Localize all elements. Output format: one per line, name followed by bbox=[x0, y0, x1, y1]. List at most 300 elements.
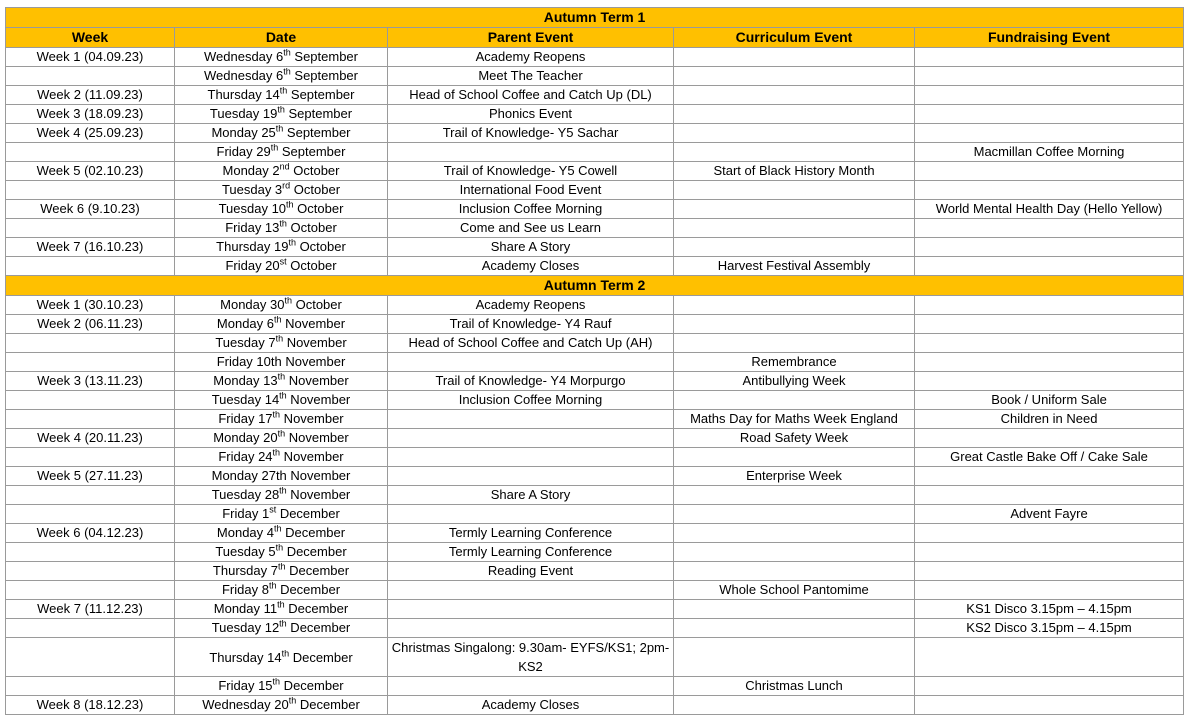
date-cell bbox=[175, 467, 388, 486]
date-cell bbox=[175, 391, 388, 410]
date-main: Wednesday 6 bbox=[204, 68, 284, 83]
week-cell: Week 3 (13.11.23) bbox=[6, 372, 175, 391]
date-cell bbox=[175, 505, 388, 524]
curriculum-event-cell: Start of Black History Month bbox=[674, 162, 915, 181]
parent-event-cell: Inclusion Coffee Morning bbox=[388, 391, 674, 410]
table-row bbox=[6, 581, 1184, 600]
parent-event-cell bbox=[388, 619, 674, 638]
curriculum-event-cell bbox=[674, 143, 915, 162]
fundraising-event-cell bbox=[915, 467, 1184, 486]
date-month: December bbox=[283, 544, 347, 559]
date-cell bbox=[175, 372, 388, 391]
table-row bbox=[6, 124, 1184, 143]
fundraising-event-cell bbox=[915, 105, 1184, 124]
fundraising-event-cell bbox=[915, 238, 1184, 257]
date-month: October bbox=[291, 297, 342, 312]
date-cell bbox=[175, 410, 388, 429]
curriculum-event-cell bbox=[674, 619, 915, 638]
parent-event-cell bbox=[388, 429, 674, 448]
date-month: October bbox=[286, 220, 337, 235]
week-cell bbox=[6, 391, 175, 410]
curriculum-event-cell bbox=[674, 238, 915, 257]
fundraising-event-cell bbox=[915, 429, 1184, 448]
week-cell: Week 2 (06.11.23) bbox=[6, 315, 175, 334]
fundraising-event-cell bbox=[915, 524, 1184, 543]
date-cell bbox=[175, 524, 388, 543]
parent-event-cell: Meet The Teacher bbox=[388, 67, 674, 86]
table-row bbox=[6, 696, 1184, 715]
fundraising-event-cell bbox=[915, 315, 1184, 334]
date-cell bbox=[175, 581, 388, 600]
column-header-row bbox=[6, 28, 1184, 48]
date-suffix: th bbox=[268, 580, 277, 591]
date-main: Monday 30 bbox=[220, 297, 285, 312]
parent-event-cell: Inclusion Coffee Morning bbox=[388, 200, 674, 219]
curriculum-event-cell bbox=[674, 448, 915, 467]
week-cell bbox=[6, 581, 175, 600]
week-cell bbox=[6, 67, 175, 86]
fundraising-event-cell bbox=[915, 372, 1184, 391]
table-row bbox=[6, 181, 1184, 200]
parent-event-cell: Termly Learning Conference bbox=[388, 524, 674, 543]
curriculum-event-cell: Whole School Pantomime bbox=[674, 581, 915, 600]
header-parent: Parent Event bbox=[388, 28, 674, 48]
fundraising-event-cell bbox=[915, 638, 1184, 677]
curriculum-event-cell bbox=[674, 391, 915, 410]
table-row bbox=[6, 448, 1184, 467]
table-row bbox=[6, 200, 1184, 219]
fundraising-event-cell: Children in Need bbox=[915, 410, 1184, 429]
date-cell bbox=[175, 486, 388, 505]
curriculum-event-cell bbox=[674, 105, 915, 124]
term-title: Autumn Term 1 bbox=[6, 8, 1184, 28]
date-main: Monday 2 bbox=[222, 163, 280, 178]
curriculum-event-cell bbox=[674, 67, 915, 86]
date-cell bbox=[175, 543, 388, 562]
date-month: December bbox=[286, 620, 351, 635]
parent-event-cell bbox=[388, 143, 674, 162]
date-month: November bbox=[285, 373, 349, 388]
date-cell bbox=[175, 638, 388, 677]
date-main: Friday 17 bbox=[218, 411, 273, 426]
date-month: November bbox=[280, 449, 344, 464]
date-main: Wednesday 20 bbox=[202, 697, 289, 712]
parent-event-cell: Trail of Knowledge- Y4 Rauf bbox=[388, 315, 674, 334]
parent-event-cell: Academy Reopens bbox=[388, 296, 674, 315]
date-cell bbox=[175, 86, 388, 105]
week-cell bbox=[6, 677, 175, 696]
date-cell bbox=[175, 143, 388, 162]
date-suffix: th bbox=[270, 142, 279, 153]
parent-event-cell bbox=[388, 410, 674, 429]
table-row bbox=[6, 334, 1184, 353]
date-month: November bbox=[286, 487, 351, 502]
date-cell bbox=[175, 124, 388, 143]
date-month: September bbox=[287, 87, 355, 102]
week-cell bbox=[6, 143, 175, 162]
week-cell: Week 6 (9.10.23) bbox=[6, 200, 175, 219]
table-row bbox=[6, 67, 1184, 86]
curriculum-event-cell bbox=[674, 86, 915, 105]
date-main: Friday 29 bbox=[216, 144, 271, 159]
date-month: December bbox=[276, 582, 341, 597]
date-month: November bbox=[286, 392, 351, 407]
date-month: November bbox=[283, 335, 347, 350]
fundraising-event-cell: World Mental Health Day (Hello Yellow) bbox=[915, 200, 1184, 219]
date-month: September bbox=[283, 125, 351, 140]
fundraising-event-cell bbox=[915, 581, 1184, 600]
fundraising-event-cell: Book / Uniform Sale bbox=[915, 391, 1184, 410]
week-cell bbox=[6, 562, 175, 581]
date-suffix: th bbox=[288, 695, 297, 706]
date-suffix: th bbox=[275, 333, 284, 344]
date-cell bbox=[175, 677, 388, 696]
date-main: Tuesday 3 bbox=[221, 182, 283, 197]
table-row bbox=[6, 524, 1184, 543]
date-main: Friday 10th November bbox=[216, 354, 346, 369]
fundraising-event-cell bbox=[915, 48, 1184, 67]
date-main: Tuesday 10 bbox=[218, 201, 287, 216]
table-row bbox=[6, 562, 1184, 581]
week-cell bbox=[6, 257, 175, 276]
curriculum-event-cell: Maths Day for Maths Week England bbox=[674, 410, 915, 429]
curriculum-event-cell: Remembrance bbox=[674, 353, 915, 372]
date-main: Tuesday 7 bbox=[215, 335, 276, 350]
date-month: September bbox=[284, 106, 353, 121]
date-suffix: th bbox=[279, 85, 288, 96]
date-cell bbox=[175, 67, 388, 86]
fundraising-event-cell: Great Castle Bake Off / Cake Sale bbox=[915, 448, 1184, 467]
date-month: October bbox=[286, 258, 337, 273]
date-suffix: th bbox=[275, 123, 284, 134]
parent-event-cell bbox=[388, 581, 674, 600]
curriculum-event-cell: Christmas Lunch bbox=[674, 677, 915, 696]
date-suffix: th bbox=[272, 409, 281, 420]
date-month: December bbox=[280, 678, 344, 693]
date-cell bbox=[175, 48, 388, 67]
table-row bbox=[6, 315, 1184, 334]
fundraising-event-cell bbox=[915, 257, 1184, 276]
date-suffix: th bbox=[272, 676, 281, 687]
date-suffix: th bbox=[281, 648, 290, 659]
table-row bbox=[6, 296, 1184, 315]
date-main: Tuesday 12 bbox=[211, 620, 280, 635]
date-cell bbox=[175, 200, 388, 219]
week-cell bbox=[6, 619, 175, 638]
fundraising-event-cell bbox=[915, 86, 1184, 105]
week-cell bbox=[6, 181, 175, 200]
curriculum-event-cell bbox=[674, 334, 915, 353]
date-suffix: th bbox=[277, 428, 286, 439]
date-month: December bbox=[276, 506, 340, 521]
week-cell: Week 6 (04.12.23) bbox=[6, 524, 175, 543]
parent-event-cell bbox=[388, 448, 674, 467]
curriculum-event-cell bbox=[674, 48, 915, 67]
table-row bbox=[6, 543, 1184, 562]
date-main: Monday 25 bbox=[211, 125, 276, 140]
table-row bbox=[6, 486, 1184, 505]
date-month: September bbox=[278, 144, 346, 159]
week-cell: Week 7 (16.10.23) bbox=[6, 238, 175, 257]
date-month: October bbox=[293, 201, 344, 216]
date-suffix: th bbox=[283, 66, 291, 77]
parent-event-cell: Academy Closes bbox=[388, 257, 674, 276]
week-cell: Week 4 (25.09.23) bbox=[6, 124, 175, 143]
parent-event-cell: Academy Closes bbox=[388, 696, 674, 715]
date-suffix: th bbox=[277, 561, 286, 572]
week-cell: Week 4 (20.11.23) bbox=[6, 429, 175, 448]
date-month: November bbox=[280, 411, 344, 426]
curriculum-event-cell bbox=[674, 486, 915, 505]
date-main: Monday 6 bbox=[216, 316, 274, 331]
date-main: Friday 15 bbox=[218, 678, 273, 693]
date-main: Monday 11 bbox=[213, 601, 278, 616]
table-row bbox=[6, 105, 1184, 124]
table-row bbox=[6, 429, 1184, 448]
date-month: December bbox=[281, 525, 346, 540]
fundraising-event-cell bbox=[915, 162, 1184, 181]
week-cell: Week 5 (27.11.23) bbox=[6, 467, 175, 486]
date-cell bbox=[175, 696, 388, 715]
week-cell: Week 5 (02.10.23) bbox=[6, 162, 175, 181]
date-cell bbox=[175, 429, 388, 448]
date-cell bbox=[175, 619, 388, 638]
week-cell: Week 7 (11.12.23) bbox=[6, 600, 175, 619]
table-row bbox=[6, 467, 1184, 486]
curriculum-event-cell: Harvest Festival Assembly bbox=[674, 257, 915, 276]
week-cell: Week 1 (04.09.23) bbox=[6, 48, 175, 67]
week-cell bbox=[6, 448, 175, 467]
fundraising-event-cell bbox=[915, 353, 1184, 372]
date-month: October bbox=[289, 163, 340, 178]
date-suffix: th bbox=[274, 314, 282, 325]
curriculum-event-cell: Road Safety Week bbox=[674, 429, 915, 448]
date-suffix: th bbox=[277, 104, 285, 115]
date-cell bbox=[175, 257, 388, 276]
date-suffix: th bbox=[275, 542, 284, 553]
curriculum-event-cell bbox=[674, 543, 915, 562]
date-suffix: th bbox=[279, 390, 287, 401]
table-row bbox=[6, 638, 1184, 677]
table-row bbox=[6, 372, 1184, 391]
parent-event-cell: Trail of Knowledge- Y5 Sachar bbox=[388, 124, 674, 143]
curriculum-event-cell bbox=[674, 638, 915, 677]
fundraising-event-cell bbox=[915, 543, 1184, 562]
fundraising-event-cell: Macmillan Coffee Morning bbox=[915, 143, 1184, 162]
date-main: Monday 27th November bbox=[211, 468, 351, 483]
date-month: October bbox=[290, 182, 341, 197]
fundraising-event-cell: Advent Fayre bbox=[915, 505, 1184, 524]
curriculum-event-cell bbox=[674, 562, 915, 581]
date-suffix: th bbox=[279, 618, 287, 629]
date-main: Monday 4 bbox=[216, 525, 274, 540]
term-title: Autumn Term 2 bbox=[6, 276, 1184, 296]
date-cell bbox=[175, 219, 388, 238]
date-main: Monday 13 bbox=[213, 373, 278, 388]
date-main: Friday 13 bbox=[225, 220, 280, 235]
week-cell: Week 2 (11.09.23) bbox=[6, 86, 175, 105]
date-main: Monday 20 bbox=[213, 430, 278, 445]
week-cell bbox=[6, 334, 175, 353]
table-row bbox=[6, 619, 1184, 638]
events-table bbox=[5, 7, 1184, 715]
week-cell: Week 3 (18.09.23) bbox=[6, 105, 175, 124]
curriculum-event-cell bbox=[674, 315, 915, 334]
parent-event-cell: Christmas Singalong: 9.30am- EYFS/KS1; 2pm- KS2 bbox=[388, 638, 674, 677]
curriculum-event-cell bbox=[674, 524, 915, 543]
week-cell bbox=[6, 486, 175, 505]
table-row bbox=[6, 257, 1184, 276]
date-main: Thursday 14 bbox=[207, 87, 280, 102]
parent-event-cell bbox=[388, 467, 674, 486]
parent-event-cell: Head of School Coffee and Catch Up (DL) bbox=[388, 86, 674, 105]
parent-event-cell: Academy Reopens bbox=[388, 48, 674, 67]
date-main: Friday 1 bbox=[222, 506, 270, 521]
fundraising-event-cell bbox=[915, 124, 1184, 143]
week-cell bbox=[6, 638, 175, 677]
fundraising-event-cell bbox=[915, 219, 1184, 238]
date-cell bbox=[175, 315, 388, 334]
curriculum-event-cell bbox=[674, 124, 915, 143]
parent-event-cell: Termly Learning Conference bbox=[388, 543, 674, 562]
fundraising-event-cell bbox=[915, 677, 1184, 696]
parent-event-cell: Trail of Knowledge- Y5 Cowell bbox=[388, 162, 674, 181]
date-month: September bbox=[290, 68, 358, 83]
week-cell bbox=[6, 353, 175, 372]
date-suffix: rd bbox=[282, 180, 291, 191]
table-row bbox=[6, 391, 1184, 410]
date-suffix: th bbox=[274, 523, 282, 534]
curriculum-event-cell bbox=[674, 600, 915, 619]
parent-event-cell: Head of School Coffee and Catch Up (AH) bbox=[388, 334, 674, 353]
curriculum-event-cell bbox=[674, 505, 915, 524]
curriculum-event-cell bbox=[674, 181, 915, 200]
parent-event-cell: International Food Event bbox=[388, 181, 674, 200]
parent-event-cell bbox=[388, 505, 674, 524]
date-month: November bbox=[281, 316, 346, 331]
date-suffix: th bbox=[279, 485, 287, 496]
date-main: Thursday 14 bbox=[209, 649, 282, 665]
table-row bbox=[6, 238, 1184, 257]
curriculum-event-cell: Enterprise Week bbox=[674, 467, 915, 486]
date-suffix: st bbox=[269, 504, 277, 515]
date-month: December bbox=[296, 697, 360, 712]
parent-event-cell: Come and See us Learn bbox=[388, 219, 674, 238]
date-cell bbox=[175, 334, 388, 353]
date-main: Friday 20 bbox=[225, 258, 280, 273]
table-row bbox=[6, 219, 1184, 238]
table-row bbox=[6, 677, 1184, 696]
date-month: December bbox=[285, 563, 350, 578]
date-main: Tuesday 5 bbox=[215, 544, 276, 559]
table-row bbox=[6, 353, 1184, 372]
table-row bbox=[6, 410, 1184, 429]
curriculum-event-cell: Antibullying Week bbox=[674, 372, 915, 391]
date-cell bbox=[175, 353, 388, 372]
parent-event-cell bbox=[388, 600, 674, 619]
date-cell bbox=[175, 562, 388, 581]
table-row bbox=[6, 505, 1184, 524]
parent-event-cell: Phonics Event bbox=[388, 105, 674, 124]
header-date: Date bbox=[175, 28, 388, 48]
curriculum-event-cell bbox=[674, 219, 915, 238]
table-row bbox=[6, 86, 1184, 105]
fundraising-event-cell bbox=[915, 296, 1184, 315]
fundraising-event-cell bbox=[915, 181, 1184, 200]
curriculum-event-cell bbox=[674, 296, 915, 315]
date-main: Friday 8 bbox=[221, 582, 269, 597]
parent-event-cell: Reading Event bbox=[388, 562, 674, 581]
term-title-row bbox=[6, 276, 1184, 296]
date-month: December bbox=[284, 601, 349, 616]
fundraising-event-cell bbox=[915, 334, 1184, 353]
fundraising-event-cell: KS1 Disco 3.15pm – 4.15pm bbox=[915, 600, 1184, 619]
week-cell bbox=[6, 543, 175, 562]
calendar-sheet bbox=[5, 7, 1184, 715]
table-row bbox=[6, 48, 1184, 67]
date-main: Tuesday 14 bbox=[211, 392, 280, 407]
date-main: Thursday 19 bbox=[216, 239, 289, 254]
date-main: Tuesday 28 bbox=[211, 487, 280, 502]
parent-event-cell: Trail of Knowledge- Y4 Morpurgo bbox=[388, 372, 674, 391]
parent-event-cell bbox=[388, 677, 674, 696]
table-row bbox=[6, 600, 1184, 619]
parent-event-cell bbox=[388, 353, 674, 372]
date-main: Thursday 7 bbox=[212, 563, 278, 578]
date-month: November bbox=[285, 430, 349, 445]
week-cell bbox=[6, 219, 175, 238]
week-cell: Week 1 (30.10.23) bbox=[6, 296, 175, 315]
date-suffix: th bbox=[283, 47, 291, 58]
date-cell bbox=[175, 448, 388, 467]
fundraising-event-cell bbox=[915, 696, 1184, 715]
date-cell bbox=[175, 181, 388, 200]
date-month: December bbox=[289, 649, 353, 665]
curriculum-event-cell bbox=[674, 696, 915, 715]
parent-event-cell: Share A Story bbox=[388, 486, 674, 505]
fundraising-event-cell bbox=[915, 562, 1184, 581]
date-cell bbox=[175, 238, 388, 257]
fundraising-event-cell: KS2 Disco 3.15pm – 4.15pm bbox=[915, 619, 1184, 638]
week-cell bbox=[6, 505, 175, 524]
curriculum-event-cell bbox=[674, 200, 915, 219]
date-cell bbox=[175, 296, 388, 315]
parent-event-cell: Share A Story bbox=[388, 238, 674, 257]
date-cell bbox=[175, 600, 388, 619]
table-row bbox=[6, 143, 1184, 162]
date-suffix: th bbox=[279, 218, 287, 229]
date-suffix: th bbox=[277, 371, 286, 382]
date-suffix: st bbox=[279, 256, 287, 267]
date-main: Friday 24 bbox=[218, 449, 273, 464]
date-cell bbox=[175, 162, 388, 181]
date-main: Wednesday 6 bbox=[204, 49, 284, 64]
header-curriculum: Curriculum Event bbox=[674, 28, 915, 48]
date-suffix: nd bbox=[279, 161, 290, 172]
header-week: Week bbox=[6, 28, 175, 48]
table-row bbox=[6, 162, 1184, 181]
date-main: Tuesday 19 bbox=[209, 106, 278, 121]
week-cell: Week 8 (18.12.23) bbox=[6, 696, 175, 715]
date-suffix: th bbox=[288, 237, 296, 248]
term-title-row bbox=[6, 8, 1184, 28]
date-suffix: th bbox=[277, 599, 285, 610]
date-suffix: th bbox=[272, 447, 281, 458]
date-cell bbox=[175, 105, 388, 124]
fundraising-event-cell bbox=[915, 67, 1184, 86]
date-suffix: th bbox=[284, 295, 292, 306]
week-cell bbox=[6, 410, 175, 429]
